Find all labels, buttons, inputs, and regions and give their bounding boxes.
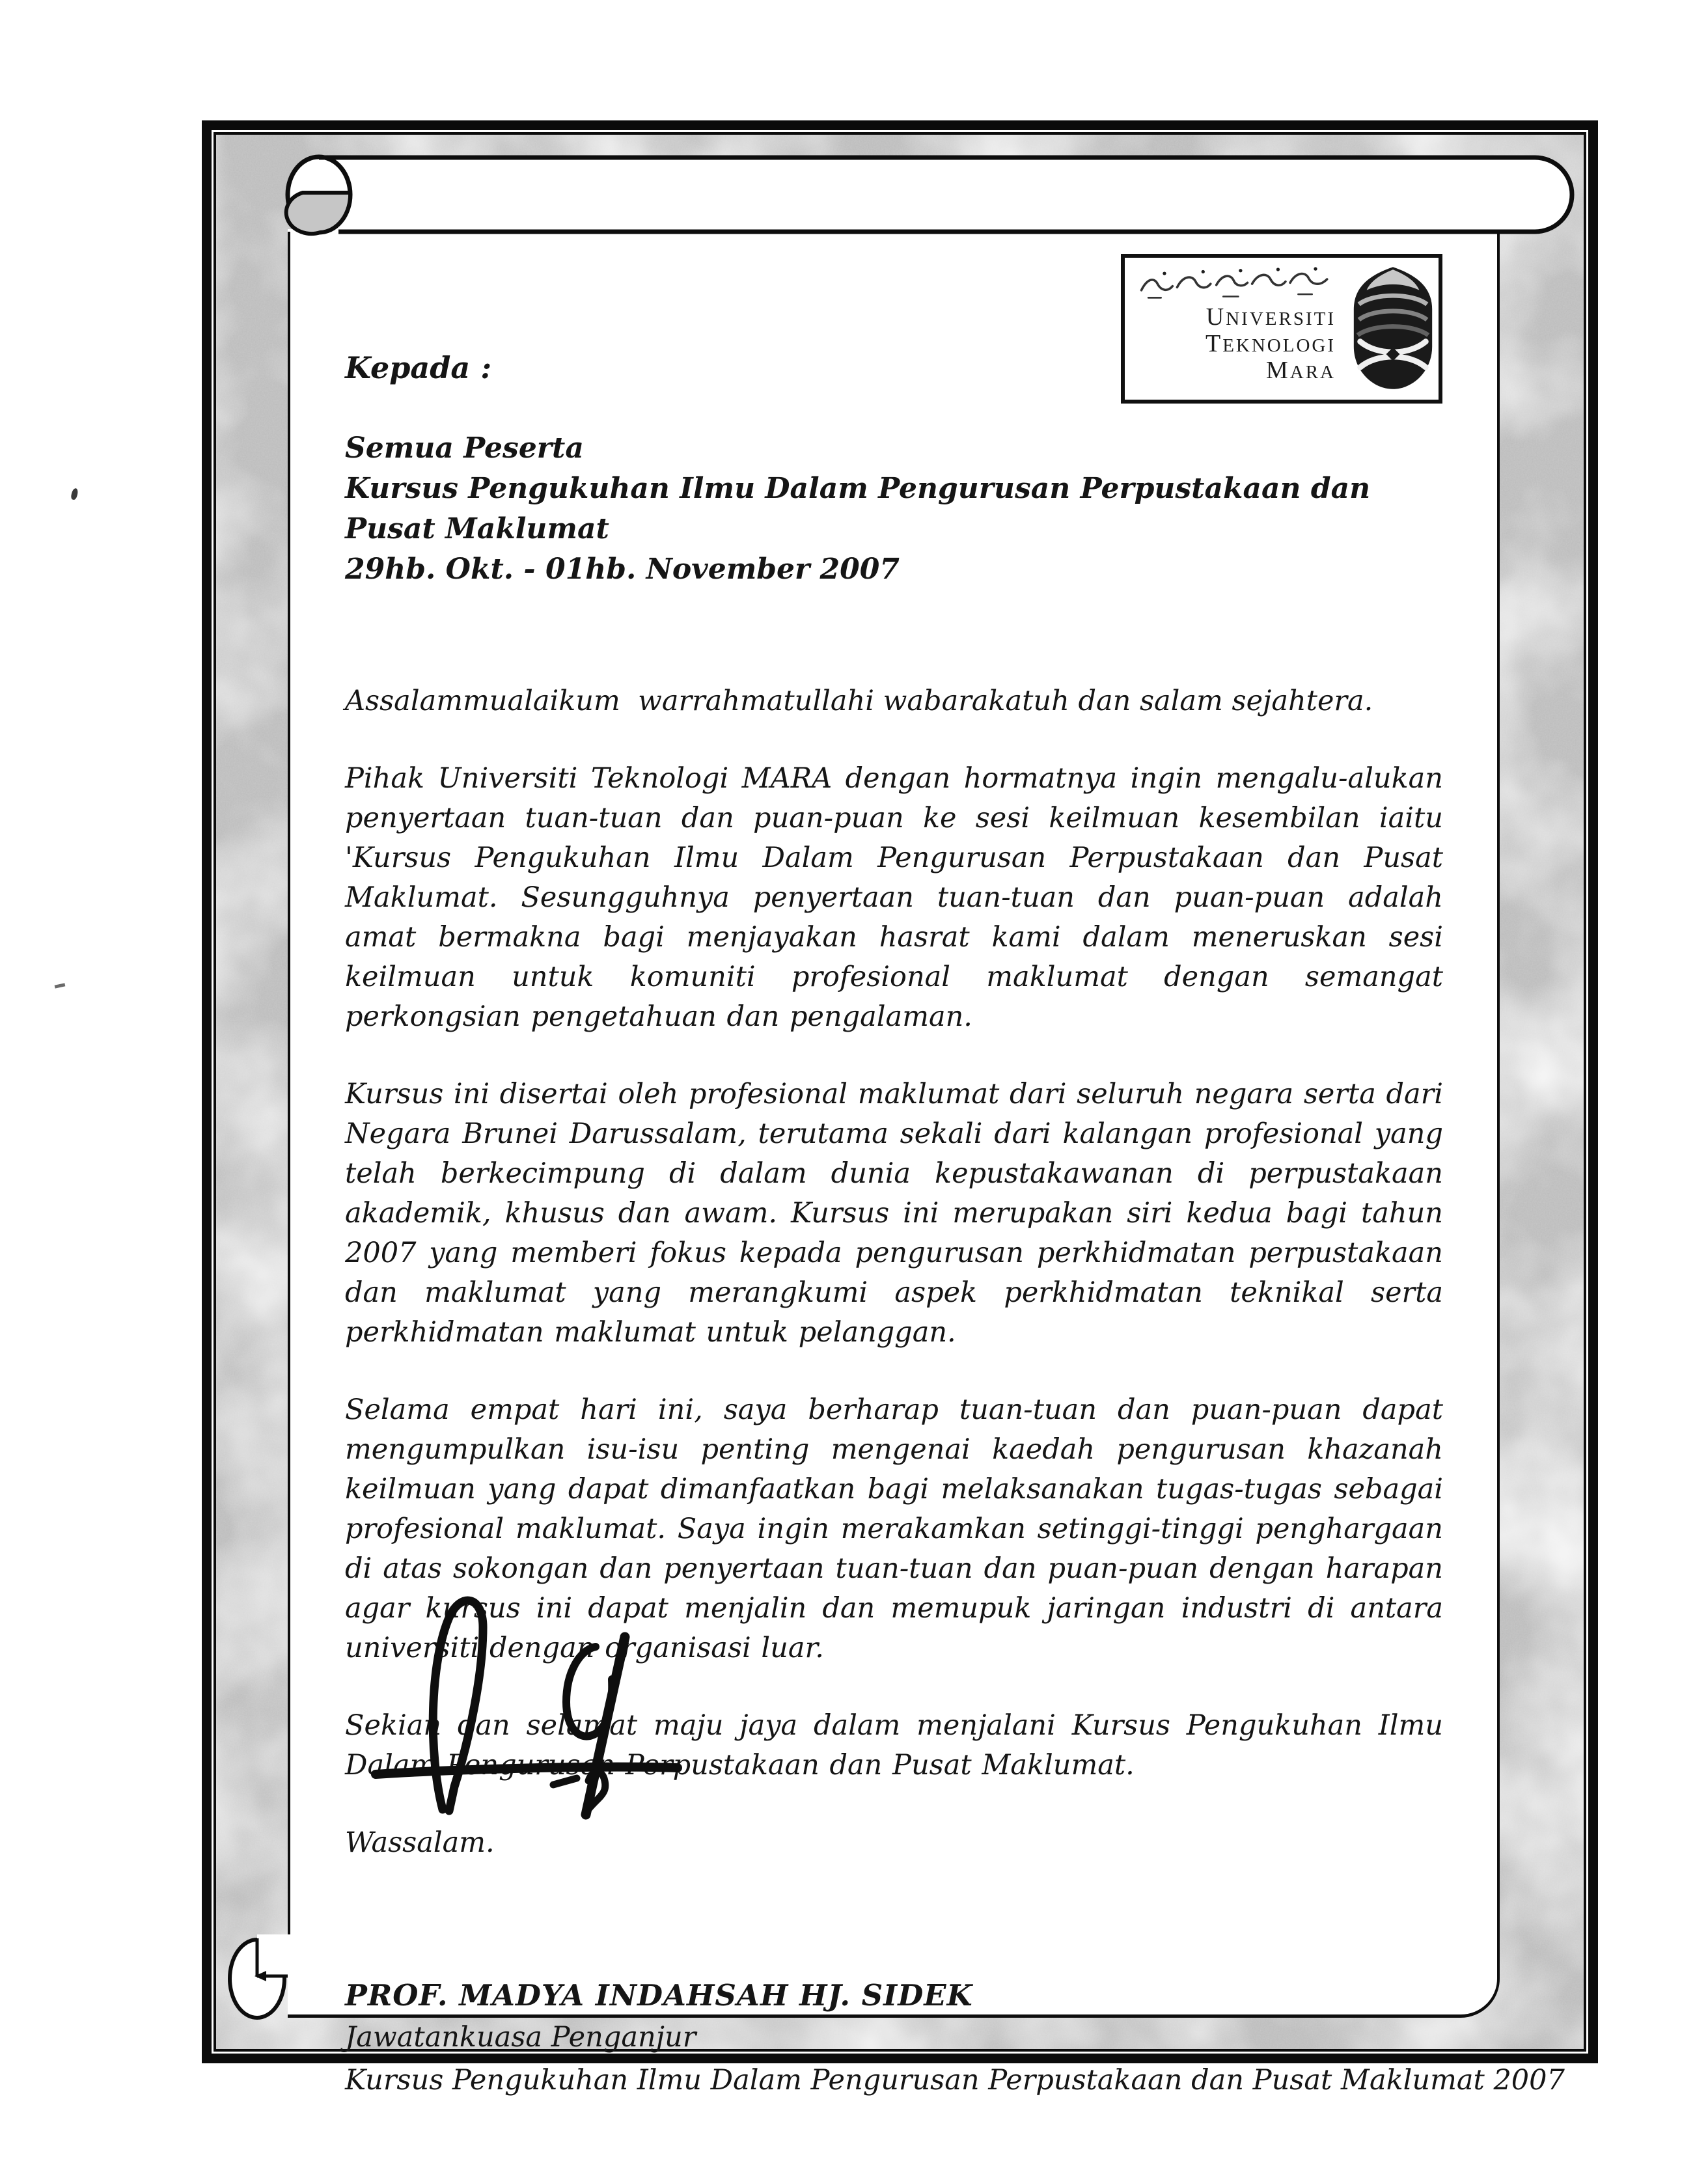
paragraph-2: Kursus ini disertai oleh profesional maklumat dari seluruh negara serta dari Negara Brunei Darussalam, terutama sekali dari kalangan profesional yang telah berkecimpung di dalam dunia kepustakawanan di perpustakaan akademik, khusus dan awam. Kursus ini merupakan siri kedua bagi tahun 2007 yang memberi fokus kepada pengurusan perkhidmatan perpustakaan dan maklumat yang merangkumi aspek perkhidmatan teknikal serta perkhidmatan maklumat untuk pelanggan. — [345, 1078, 1443, 1349]
addressee-line: 29hb. Okt. - 01hb. November 2007 — [345, 553, 900, 586]
letter-body — [345, 350, 1565, 2102]
addressee-line: Kursus Pengukuhan Ilmu Dalam Pengurusan Perpustakaan dan Pusat Maklumat — [345, 472, 1371, 545]
signature-block — [345, 1975, 1565, 2102]
logo-line-universiti: UNIVERSITI — [1205, 303, 1336, 331]
paragraph-1: Pihak Universiti Teknologi MARA dengan hormatnya ingin mengalu-alukan penyertaan tuan-tuan dan puan-puan ke sesi keilmuan kesembilan iaitu 'Kursus Pengukuhan Ilmu Dalam Pengurusan Perpustakaan dan Pusat Maklumat. Sesungguhnya penyertaan tuan-tuan dan puan-puan adalah amat bermakna bagi menjayakan hasrat kami dalam meneruskan sesi keilmuan untuk komuniti profesional maklumat dengan semangat perkongsian pengetahuan dan pengalaman. — [345, 762, 1443, 1033]
uitm-logo-box — [1121, 254, 1442, 404]
scroll-bottom-curl — [225, 1934, 293, 2020]
paragraph-4: Sekian dan selamat maju jaya dalam menjalani Kursus Pengukuhan Ilmu Dalam Pengurusan Perpustakaan dan Pusat Maklumat. — [345, 1709, 1443, 1781]
salutation: Assalammualaikum warrahmatullahi wabarakatuh dan salam sejahtera. — [345, 685, 1373, 717]
scroll-banner — [247, 146, 1588, 244]
logo-line-mara: MARA — [1265, 357, 1336, 384]
paragraph-3: Selama empat hari ini, saya berharap tuan-tuan dan puan-puan dapat mengumpulkan isu-isu penting mengenai kaedah pengurusan khazanah keilmuan yang dapat dimanfaatkan bagi melaksanakan tugas-tugas sebagai profesional maklumat. Saya ingin merakamkan setinggi-tinggi penghargaan di atas sokongan dan penyertaan tuan-tuan dan puan-puan dengan harapan agar kursus ini dapat menjalin dan memupuk jaringan industri di antara universiti dengan organisasi luar. — [345, 1394, 1443, 1664]
addressee-line: Semua Peserta — [345, 432, 584, 465]
logo-line-teknologi: TEKNOLOGI — [1205, 330, 1336, 357]
recipient-label: Kepada : — [345, 350, 492, 385]
addressee-block — [345, 428, 1443, 590]
closing-word: Wassalam. — [345, 1826, 495, 1859]
handwritten-signature — [365, 1588, 703, 1822]
uitm-logo-text — [1125, 258, 1341, 400]
signatory-title: Jawatankuasa Penganjur — [345, 2021, 696, 2054]
uitm-emblem — [1341, 258, 1450, 400]
uitm-emblem-icon — [1345, 264, 1441, 393]
signatory-name: PROF. MADYA INDAHSAH HJ. SIDEK — [345, 1978, 973, 2013]
letter-sheet-left-edge — [288, 232, 290, 1934]
jawi-calligraphy-icon — [1134, 264, 1336, 305]
signatory-organization: Kursus Pengukuhan Ilmu Dalam Pengurusan Perpustakaan dan Pusat Maklumat 2007 — [345, 2064, 1565, 2096]
scan-speck — [70, 488, 79, 501]
scan-speck — [55, 983, 66, 988]
